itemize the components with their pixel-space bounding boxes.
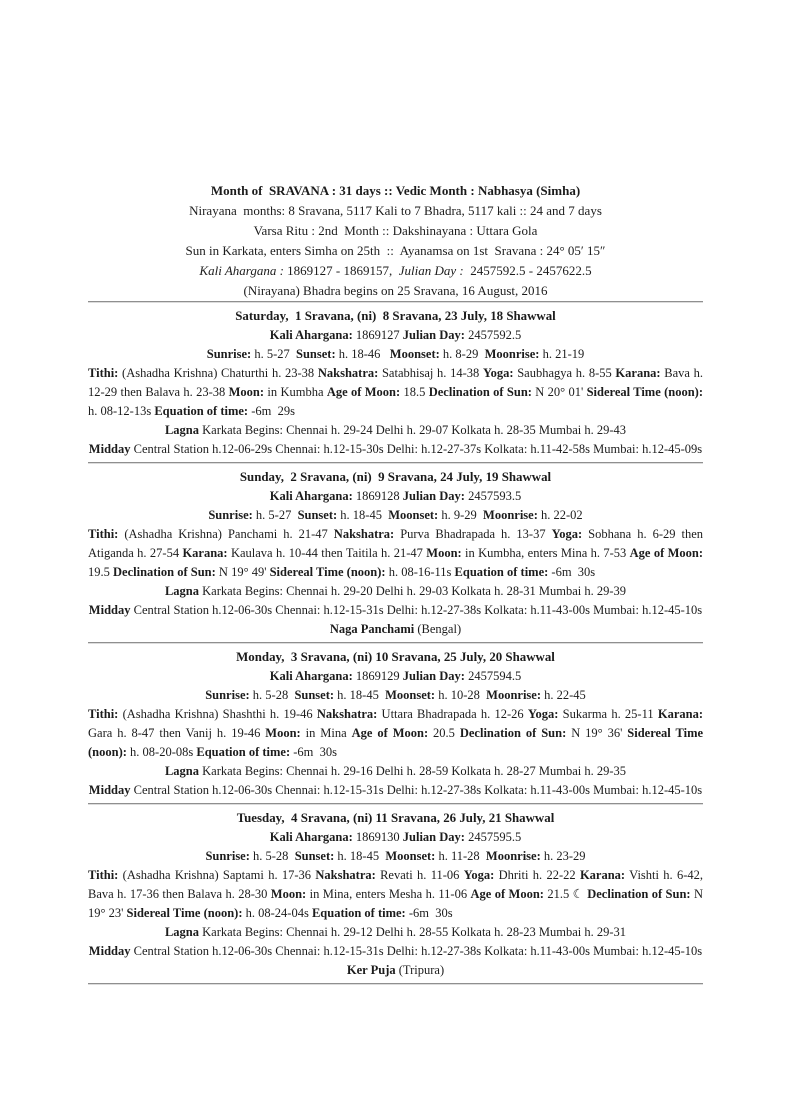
day-section bbox=[88, 644, 703, 803]
midday-line: Midday Central Station h.12-06-30s Chennai: h.12-15-31s Delhi: h.12-27-38s Kolkata: h.11-43-00s Mumbai: h.12-45-10s bbox=[88, 944, 703, 958]
panchanga-details-paragraph: Tithi: (Ashadha Krishna) Shashthi h. 19-46 Nakshatra: Uttara Bhadrapada h. 12-26 Yoga: Sukarma h. 25-11 Karana: Gara h. 8-47 then Vanij h. 19-46 Moon: in Mina Age of Moon: 20.5 Declination of Sun: N 19° 36' Sidereal Time (noon): h. 08-20-08s Equation of time: -6m 30s bbox=[88, 707, 704, 759]
midday-line: Midday Central Station h.12-06-29s Chennai: h.12-15-30s Delhi: h.12-27-37s Kolkata: h.11-42-58s Mumbai: h.12-45-09s bbox=[88, 442, 703, 456]
day-title: Saturday, 1 Sravana, (ni) 8 Sravana, 23 July, 18 Shawwal bbox=[235, 309, 556, 323]
month-header bbox=[88, 181, 703, 301]
kali-ahargana-line: Kali Ahargana: 1869129 Julian Day: 2457594.5 bbox=[269, 669, 522, 683]
month-header-line: Kali Ahargana : 1869127 - 1869157, Julian Day : 2457592.5 - 2457622.5 bbox=[199, 263, 592, 278]
festival-line: Ker Puja (Tripura) bbox=[346, 963, 445, 977]
kali-ahargana-line: Kali Ahargana: 1869127 Julian Day: 2457592.5 bbox=[269, 328, 522, 342]
lagna-line: Lagna Karkata Begins: Chennai h. 29-12 Delhi h. 28-55 Kolkata h. 28-23 Mumbai h. 29-31 bbox=[164, 925, 627, 939]
month-header-line: (Nirayana) Bhadra begins on 25 Sravana, 16 August, 2016 bbox=[243, 283, 548, 298]
lagna-line: Lagna Karkata Begins: Chennai h. 29-16 Delhi h. 28-59 Kolkata h. 28-27 Mumbai h. 29-35 bbox=[164, 764, 627, 778]
lagna-line: Lagna Karkata Begins: Chennai h. 29-24 Delhi h. 29-07 Kolkata h. 28-35 Mumbai h. 29-43 bbox=[164, 423, 627, 437]
section-divider bbox=[88, 983, 703, 985]
month-header-line: Sun in Karkata, enters Simha on 25th :: Ayanamsa on 1st Sravana : 24° 05′ 15″ bbox=[185, 243, 606, 258]
midday-line: Midday Central Station h.12-06-30s Chennai: h.12-15-31s Delhi: h.12-27-38s Kolkata: h.11-43-00s Mumbai: h.12-45-10s bbox=[88, 603, 703, 617]
panchanga-details-paragraph: Tithi: (Ashadha Krishna) Panchami h. 21-47 Nakshatra: Purva Bhadrapada h. 13-37 Yoga: Sobhana h. 6-29 then Atiganda h. 27-54 Karana: Kaulava h. 10-44 then Taitila h. 21-47 Moon: in Kumbha, enters Mina h. 7-53 Age of Moon: 19.5 Declination of Sun: N 19° 49' Sidereal Time (noon): h. 08-16-11s Equation of time: -6m 30s bbox=[88, 527, 704, 579]
day-title: Tuesday, 4 Sravana, (ni) 11 Sravana, 26 July, 21 Shawwal bbox=[236, 811, 555, 825]
festival-line: Naga Panchami (Bengal) bbox=[329, 622, 462, 636]
sunrise-sunset-line: Sunrise: h. 5-28 Sunset: h. 18-45 Moonset: h. 11-28 Moonrise: h. 23-29 bbox=[205, 849, 586, 863]
midday-line: Midday Central Station h.12-06-30s Chennai: h.12-15-31s Delhi: h.12-27-38s Kolkata: h.11-43-00s Mumbai: h.12-45-10s bbox=[88, 783, 703, 797]
page-content bbox=[88, 181, 703, 985]
panchanga-details-paragraph: Tithi: (Ashadha Krishna) Saptami h. 17-36 Nakshatra: Revati h. 11-06 Yoga: Dhriti h. 22-22 Karana: Vishti h. 6-42, Bava h. 17-36 then Balava h. 28-30 Moon: in Mina, enters Mesha h. 11-06 Age of Moon: 21.5 ☾ Declination of Sun: N 19° 23' Sidereal Time (noon): h. 08-24-04s Equation of time: -6m 30s bbox=[88, 868, 704, 920]
month-header-line: Varsa Ritu : 2nd Month :: Dakshinayana : Uttara Gola bbox=[253, 223, 538, 238]
day-section bbox=[88, 805, 703, 983]
sunrise-sunset-line: Sunrise: h. 5-27 Sunset: h. 18-45 Moonset: h. 9-29 Moonrise: h. 22-02 bbox=[208, 508, 583, 522]
panchanga-details-paragraph: Tithi: (Ashadha Krishna) Chaturthi h. 23-38 Nakshatra: Satabhisaj h. 14-38 Yoga: Saubhagya h. 8-55 Karana: Bava h. 12-29 then Balava h. 23-38 Moon: in Kumbha Age of Moon: 18.5 Declination of Sun: N 20° 01' Sidereal Time (noon): h. 08-12-13s Equation of time: -6m 29s bbox=[88, 366, 703, 418]
day-section bbox=[88, 303, 703, 462]
sunrise-sunset-line: Sunrise: h. 5-28 Sunset: h. 18-45 Moonset: h. 10-28 Moonrise: h. 22-45 bbox=[205, 688, 586, 702]
day-title: Sunday, 2 Sravana, (ni) 9 Sravana, 24 July, 19 Shawwal bbox=[239, 470, 552, 484]
month-header-line: Month of SRAVANA : 31 days :: Vedic Month : Nabhasya (Simha) bbox=[210, 183, 581, 198]
day-title: Monday, 3 Sravana, (ni) 10 Sravana, 25 July, 20 Shawwal bbox=[236, 650, 555, 664]
kali-ahargana-line: Kali Ahargana: 1869128 Julian Day: 2457593.5 bbox=[269, 489, 522, 503]
kali-ahargana-line: Kali Ahargana: 1869130 Julian Day: 2457595.5 bbox=[269, 830, 522, 844]
month-header-line: Nirayana months: 8 Sravana, 5117 Kali to 7 Bhadra, 5117 kali :: 24 and 7 days bbox=[189, 203, 602, 218]
day-section bbox=[88, 464, 703, 642]
lagna-line: Lagna Karkata Begins: Chennai h. 29-20 Delhi h. 29-03 Kolkata h. 28-31 Mumbai h. 29-39 bbox=[164, 584, 627, 598]
day-sections bbox=[88, 303, 703, 985]
sunrise-sunset-line: Sunrise: h. 5-27 Sunset: h. 18-46 Moonset: h. 8-29 Moonrise: h. 21-19 bbox=[206, 347, 585, 361]
